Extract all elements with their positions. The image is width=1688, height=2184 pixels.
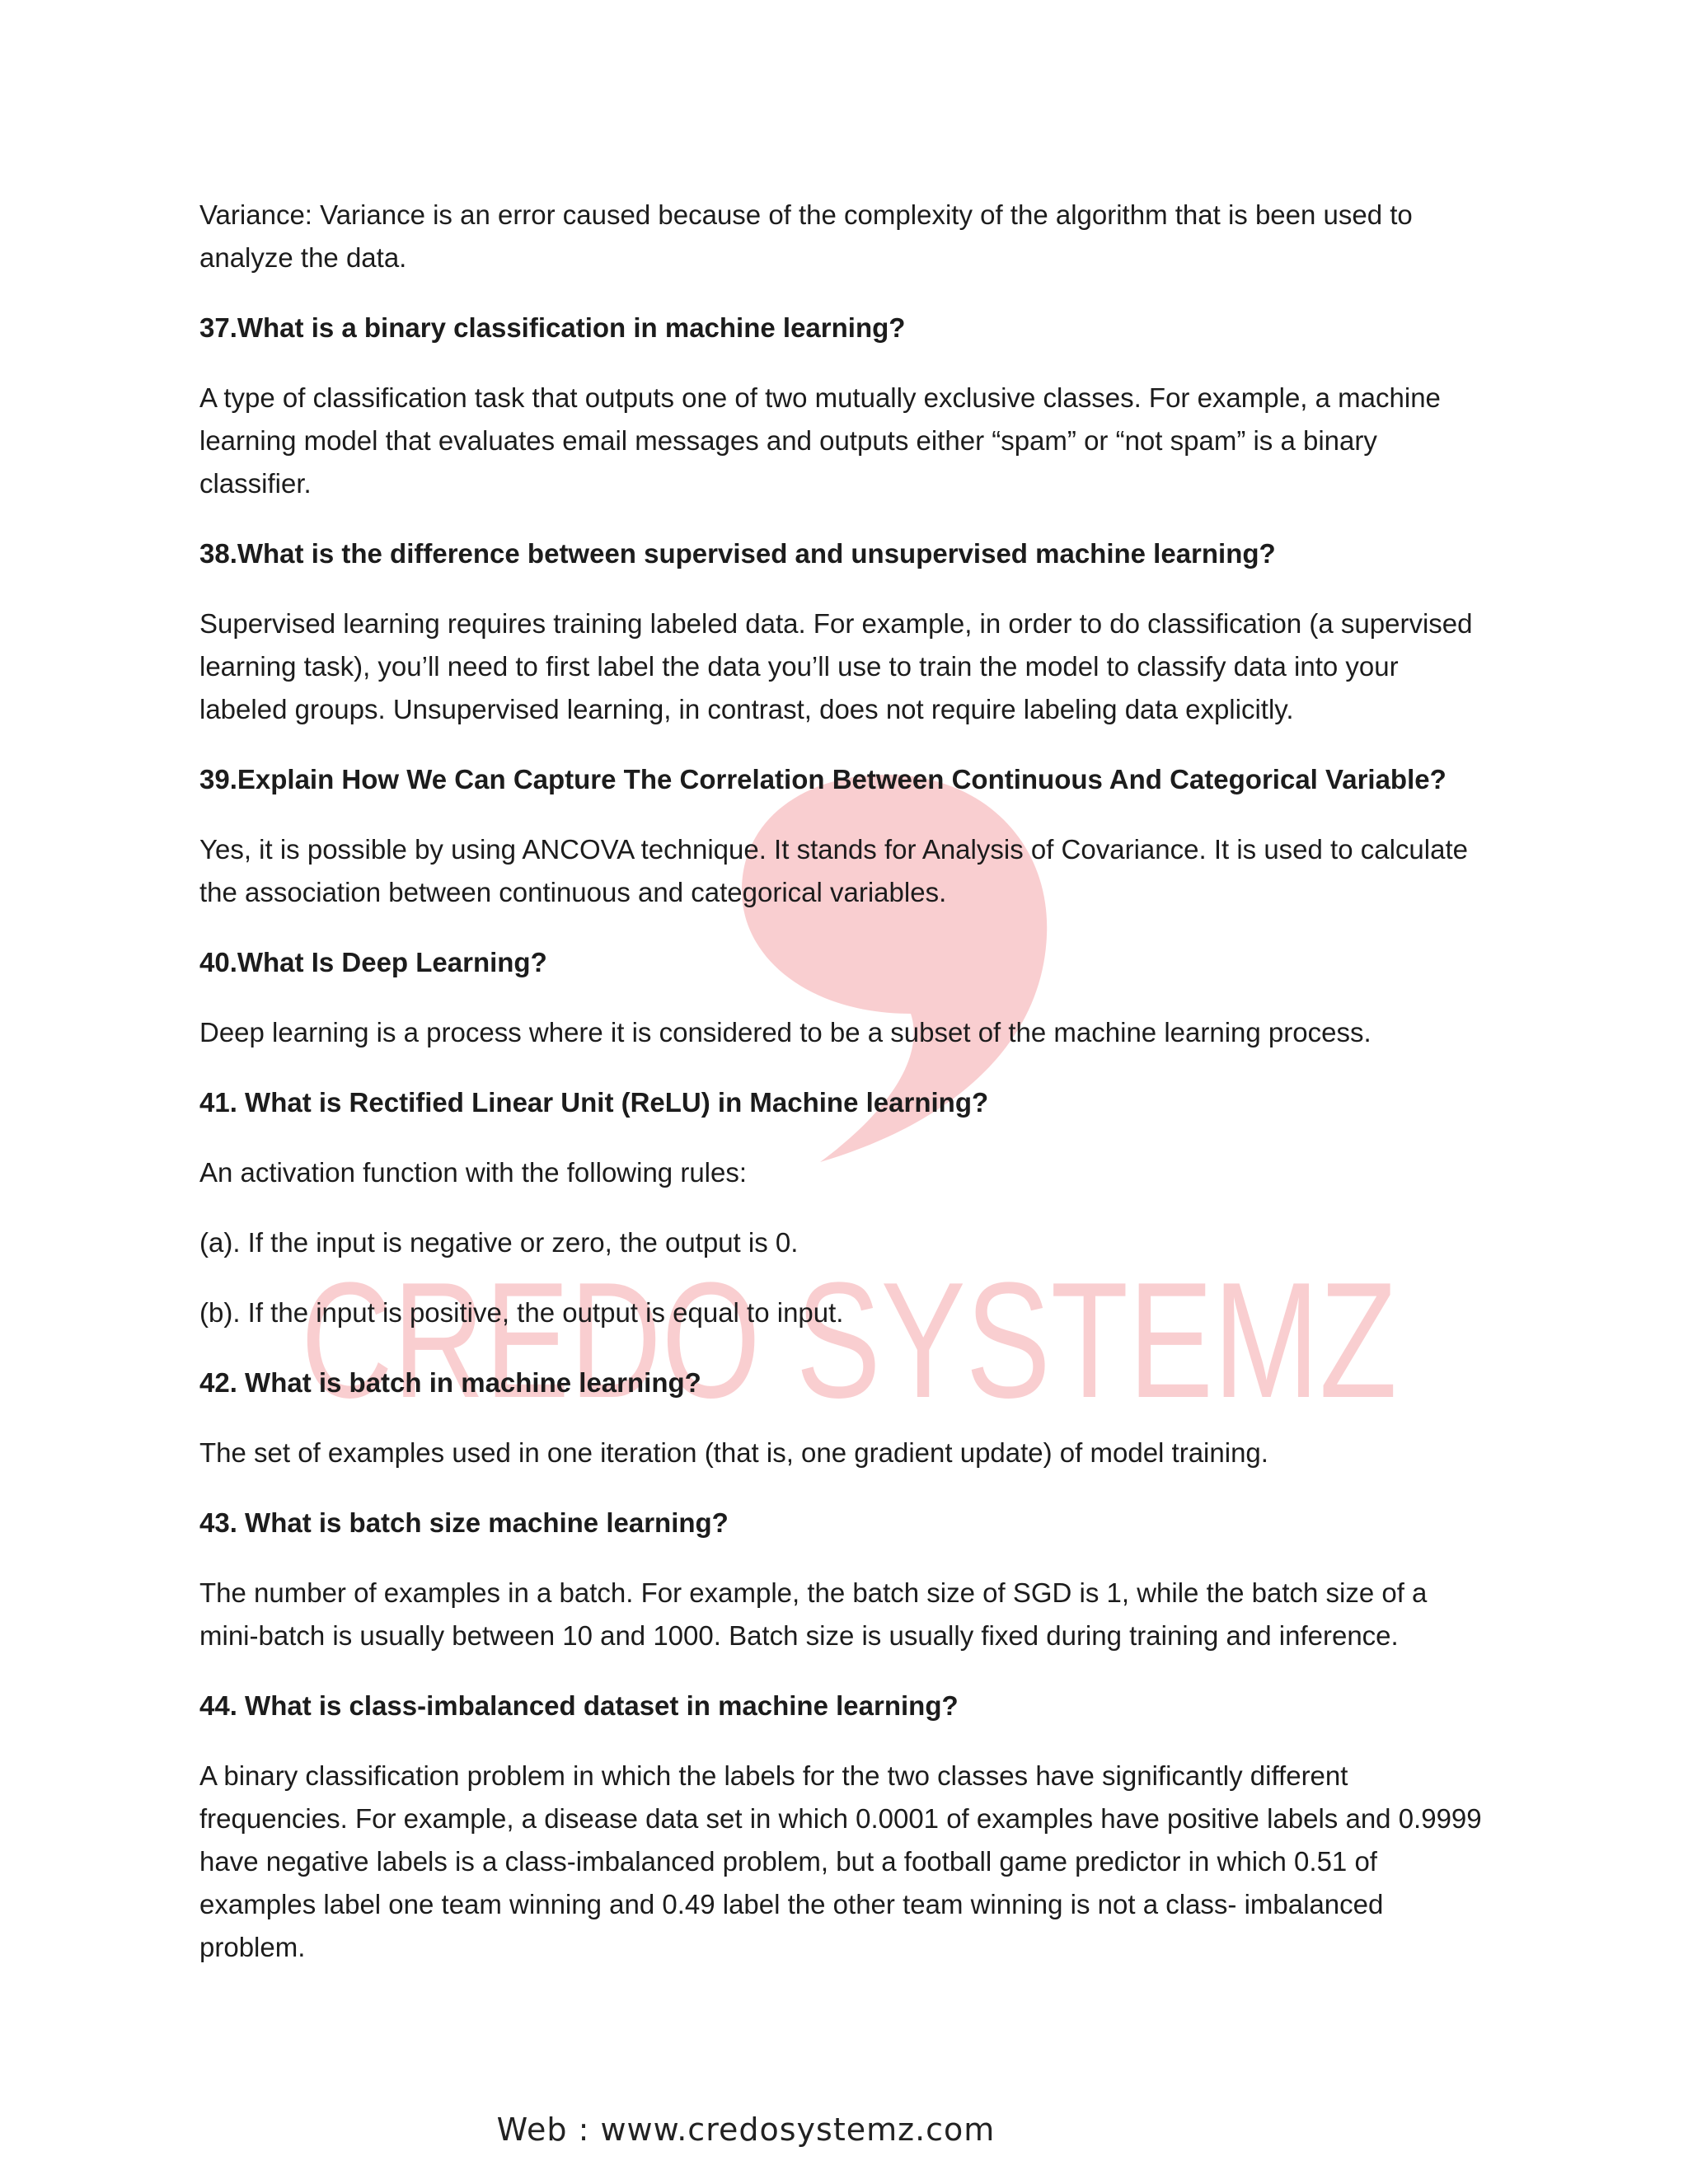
question-heading: 41. What is Rectified Linear Unit (ReLU) in Machine learning? (199, 1087, 989, 1118)
question-heading: 43. What is batch size machine learning? (199, 1507, 729, 1538)
answer-paragraph: Variance: Variance is an error caused because of the complexity of the algorithm that is been used to analyze the data. (199, 199, 1413, 273)
answer-paragraph: Yes, it is possible by using ANCOVA technique. It stands for Analysis of Covariance. It is used to calculate the association between continuous and categorical variables. (199, 834, 1468, 907)
question-heading: 37.What is a binary classification in machine learning? (199, 312, 906, 343)
rule-item: (a). If the input is negative or zero, the output is 0. (199, 1227, 799, 1258)
question-heading: 40.What Is Deep Learning? (199, 947, 547, 977)
answer-paragraph: An activation function with the following rules: (199, 1157, 748, 1188)
answer-paragraph: Supervised learning requires training labeled data. For example, in order to do classification (a supervised learning task), you’ll need to first label the data you’ll use to train the model to classify data into your labeled groups. Unsupervised learning, in contrast, does not require labeling data explicitly. (199, 608, 1473, 724)
question-heading: 44. What is class-imbalanced dataset in machine learning? (199, 1690, 959, 1721)
svg-text:CREDO SYSTEMZ: CREDO SYSTEMZ (301, 1253, 1397, 1426)
answer-paragraph: The number of examples in a batch. For example, the batch size of SGD is 1, while the batch size of a mini-batch is usually between 10 and 1000. Batch size is usually fixed during training and inference. (199, 1577, 1428, 1651)
answer-paragraph: The set of examples used in one iteration (that is, one gradient update) of model training. (199, 1437, 1268, 1468)
answer-paragraph: A binary classification problem in which the labels for the two classes have significantly different frequencies. For example, a disease data set in which 0.0001 of examples have positive labels and 0.9999 have negative labels is a class-imbalanced problem, but a football game predictor in which 0.51 of examples label one team winning and 0.49 label the other team winning is not a class- imbalanced problem. (199, 1760, 1482, 1962)
rule-item: (b). If the input is positive, the output is equal to input. (199, 1297, 844, 1328)
answer-paragraph: Deep learning is a process where it is considered to be a subset of the machine learning process. (199, 1017, 1372, 1047)
document-body (199, 194, 1485, 1969)
question-heading: 42. What is batch in machine learning? (199, 1367, 701, 1398)
question-heading: 39.Explain How We Can Capture The Correlation Between Continuous And Categorical Variable? (199, 764, 1447, 794)
footer-web-address: Web : www.credosystemz.com (496, 2111, 996, 2148)
question-heading: 38.What is the difference between supervised and unsupervised machine learning? (199, 538, 1276, 569)
answer-paragraph: A type of classification task that outputs one of two mutually exclusive classes. For example, a machine learning model that evaluates email messages and outputs either “spam” or “not spam” is a binary classifier. (199, 382, 1441, 499)
